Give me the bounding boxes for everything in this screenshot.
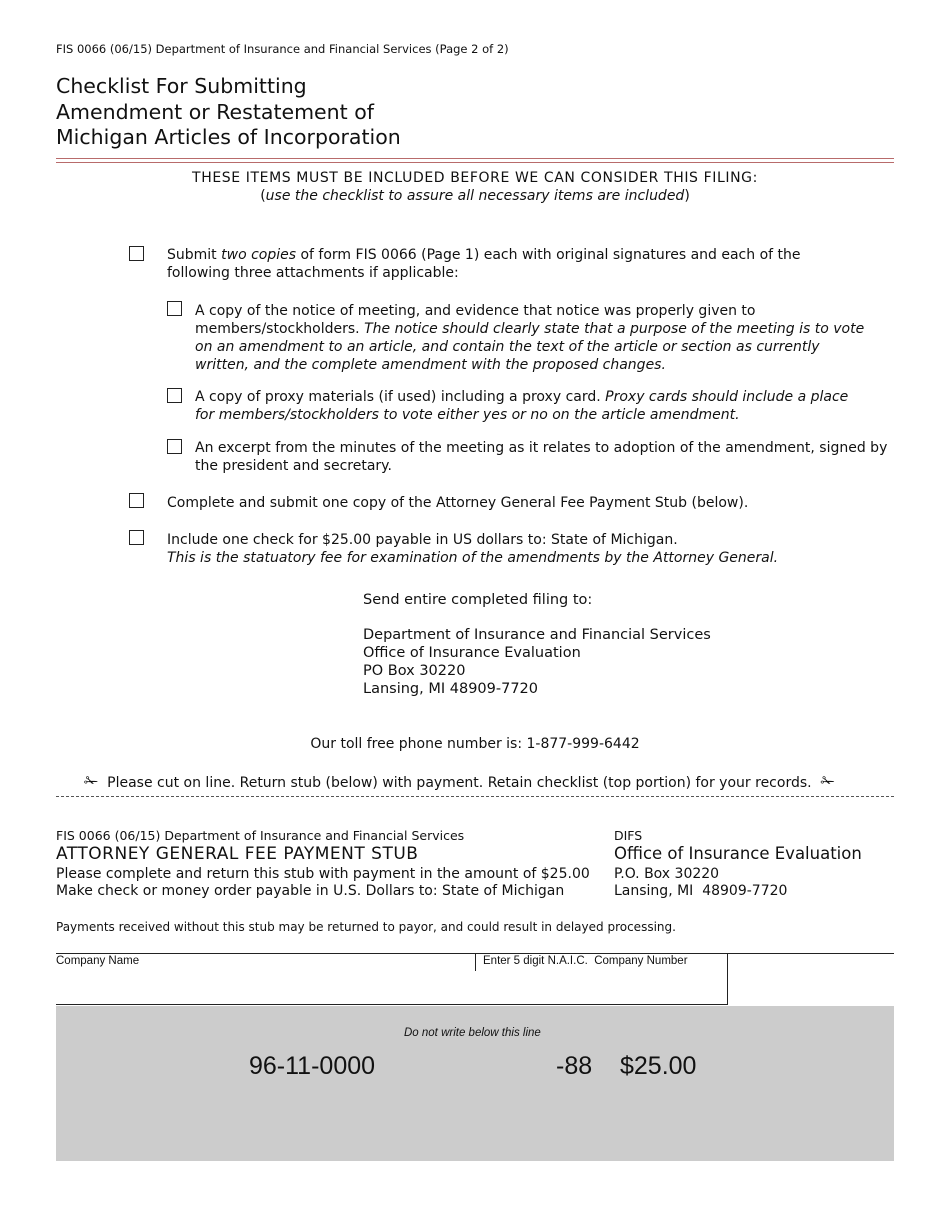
- toll-free-phone: Our toll free phone number is: 1-877-999-6442: [310, 736, 640, 752]
- naic-number-input[interactable]: [480, 972, 722, 1000]
- scissors-icon: ✁: [84, 772, 99, 792]
- checklist-item-check-payment: [167, 531, 867, 567]
- checkbox-fee-stub[interactable]: [129, 493, 144, 508]
- send-filing-intro: Send entire completed filing to:: [363, 592, 593, 608]
- cut-line: [56, 796, 894, 797]
- company-name-input[interactable]: [58, 972, 468, 1000]
- stub-title: ATTORNEY GENERAL FEE PAYMENT STUB: [56, 844, 419, 864]
- checkbox-minutes-excerpt[interactable]: [167, 439, 182, 454]
- processing-suffix: -88: [556, 1052, 593, 1080]
- field-bottom-border: [56, 1004, 727, 1005]
- stub-instruction-amount: Please complete and return this stub with payment in the amount of $25.00: [56, 866, 590, 882]
- checkbox-two-copies[interactable]: [129, 246, 144, 261]
- form-number-header: FIS 0066 (06/15) Department of Insurance and Financial Services (Page 2 of 2): [56, 42, 509, 56]
- mailing-address: [363, 626, 711, 698]
- difs-label: DIFS: [614, 828, 643, 843]
- title-line-3: Michigan Articles of Incorporation: [56, 125, 401, 149]
- stub-office-name: Office of Insurance Evaluation: [614, 844, 862, 863]
- checkbox-check-payment[interactable]: [129, 530, 144, 545]
- checkbox-proxy-materials[interactable]: [167, 388, 182, 403]
- scissors-icon: ✁: [820, 772, 835, 792]
- statutory-fee-note: This is the statuatory fee for examination of the amendments by the Attorney General.: [167, 550, 779, 566]
- mailing-address-line: Department of Insurance and Financial Services: [363, 627, 711, 643]
- mailing-address-line: PO Box 30220: [363, 663, 466, 679]
- stub-po-box: P.O. Box 30220: [614, 866, 720, 882]
- header-rule-top: [56, 158, 894, 159]
- page-title: [56, 74, 401, 151]
- do-not-write-note: Do not write below this line: [404, 1027, 541, 1039]
- checkbox-notice-of-meeting[interactable]: [167, 301, 182, 316]
- stub-form-number: FIS 0066 (06/15) Department of Insurance and Financial Services: [56, 828, 465, 843]
- required-items-heading: THESE ITEMS MUST BE INCLUDED BEFORE WE CAN CONSIDER THIS FILING:: [192, 170, 758, 186]
- processing-code: 96-11-0000: [249, 1052, 376, 1080]
- checklist-instruction: (use the checklist to assure all necessary items are included): [260, 188, 690, 204]
- header-rule-bottom: [56, 162, 894, 163]
- field-divider: [727, 953, 728, 1005]
- naic-number-label: Enter 5 digit N.A.I.C. Company Number: [483, 955, 688, 967]
- company-name-label: Company Name: [56, 955, 140, 967]
- checklist-subitem-proxy: A copy of proxy materials (if used) including a proxy card. Proxy cards should include a place for members/stockholders to vote either yes or no on the article amendment.: [195, 389, 849, 423]
- checklist-subitem-notice: A copy of the notice of meeting, and evidence that notice was properly given to members/stockholders. The notice should clearly state that a purpose of the meeting is to vote on an amendment to an article, and contain the text of the article or section as currently written, and the complete amendment with the proposed changes.: [195, 303, 865, 373]
- title-line-2: Amendment or Restatement of: [56, 99, 374, 124]
- stub-processing-notice: Payments received without this stub may be returned to payor, and could result in delayed processing.: [56, 920, 676, 934]
- stub-city-zip: Lansing, MI 48909-7720: [614, 883, 788, 899]
- cut-instruction: ✁ Please cut on line. Return stub (below) with payment. Retain checklist (top portion) for your records. ✁: [84, 772, 835, 792]
- fee-amount: $25.00: [620, 1052, 697, 1080]
- mailing-address-line: Office of Insurance Evaluation: [363, 645, 581, 661]
- checklist-subitem-minutes: An excerpt from the minutes of the meeting as it relates to adoption of the amendment, signed by the president and secretary.: [195, 440, 888, 474]
- checklist-instruction-italic: use the checklist to assure all necessary items are included: [265, 188, 685, 204]
- field-divider: [475, 953, 476, 971]
- stub-instruction-payable: Make check or money order payable in U.S. Dollars to: State of Michigan: [56, 883, 565, 899]
- title-line-1: Checklist For Submitting: [56, 74, 307, 98]
- checklist-item-fee-stub: Complete and submit one copy of the Attorney General Fee Payment Stub (below).: [167, 495, 749, 511]
- checklist-item-two-copies: Submit two copies of form FIS 0066 (Page 1) each with original signatures and each of the following three attachments if applicable:: [167, 247, 801, 281]
- check-payment-line: Include one check for $25.00 payable in US dollars to: State of Michigan.: [167, 532, 678, 548]
- mailing-address-line: Lansing, MI 48909-7720: [363, 681, 539, 697]
